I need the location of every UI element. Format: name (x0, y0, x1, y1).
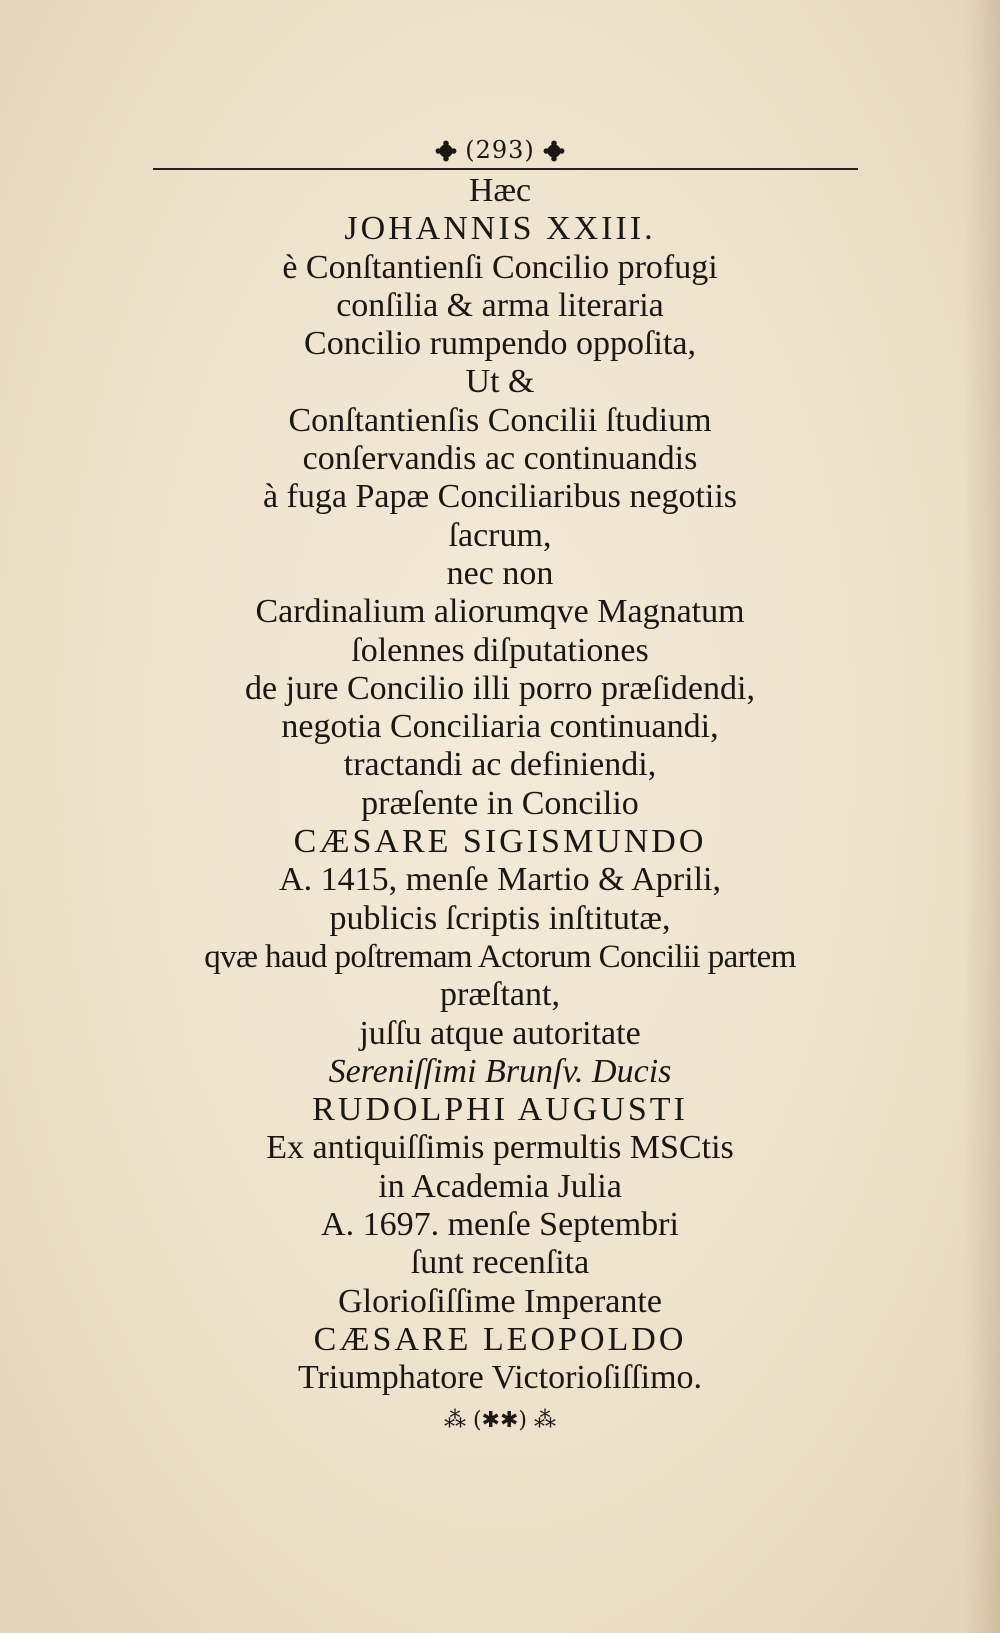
text-line: RUDOLPHI AUGUSTI (312, 1091, 688, 1129)
text-line: ſolennes diſputationes (351, 631, 649, 669)
text-line: Cardinalium aliorumqve Magnatum (255, 593, 745, 631)
text-line: Glorioſiſſime Imperante (338, 1282, 662, 1320)
text-line: nec non (446, 554, 554, 592)
text-line: in Academia Julia (378, 1167, 622, 1205)
tail-ornament-text: (✱✱) (472, 1408, 528, 1433)
text-line: Triumphatore Victorioſiſſimo. (297, 1359, 703, 1397)
text-line: Sereniſſimi Brunſv. Ducis (328, 1052, 672, 1090)
tail-right-flourish-icon: ⁂ (534, 1408, 557, 1433)
flower-ornament-icon (435, 140, 457, 162)
header-rule (153, 168, 858, 170)
text-line: A. 1415, menſe Martio & Aprili, (279, 861, 721, 899)
text-line: CÆSARE LEOPOLDO (313, 1320, 687, 1358)
text-line: tractandi ac definiendi, (343, 746, 657, 784)
text-line: CÆSARE SIGISMUNDO (293, 823, 707, 861)
flower-ornament-icon (543, 140, 565, 162)
page-number: (293) (465, 136, 535, 164)
page-header (0, 136, 1000, 164)
text-line: conſilia & arma literaria (336, 286, 664, 324)
title-page-text (0, 172, 1000, 1398)
text-line: A. 1697. menſe Septembri (321, 1206, 679, 1244)
text-line: negotia Conciliaria continuandi, (281, 708, 719, 746)
text-line: de jure Concilio illi porro præſidendi, (245, 669, 755, 707)
text-line: qvæ haud poſtremam Actorum Concilii partem (204, 938, 796, 975)
text-line: à fuga Papæ Conciliaribus negotiis (262, 478, 738, 516)
text-line: Conſtantienſis Concilii ſtudium (288, 401, 712, 439)
text-line: Ex antiquiſſimis permultis MSCtis (266, 1129, 734, 1167)
text-line: conſervandis ac continuandis (302, 440, 698, 478)
text-line: ſunt recenſita (410, 1244, 590, 1282)
text-line: præſtant, (440, 976, 560, 1014)
text-line: ſacrum, (448, 516, 552, 554)
text-line: juſſu atque autoritate (359, 1014, 641, 1052)
text-line: præſente in Concilio (361, 784, 639, 822)
text-line: Ut & (465, 363, 535, 401)
text-line: Hæc (468, 172, 532, 209)
text-line: Concilio rumpendo oppoſita, (304, 325, 696, 363)
text-line: JOHANNIS XXIII. (344, 210, 656, 248)
tail-ornament (0, 1408, 1000, 1433)
text-line: publicis ſcriptis inſtitutæ, (329, 899, 671, 937)
tail-left-flourish-icon: ⁂ (443, 1408, 466, 1433)
text-line: è Conſtantienſi Concilio profugi (282, 248, 718, 286)
